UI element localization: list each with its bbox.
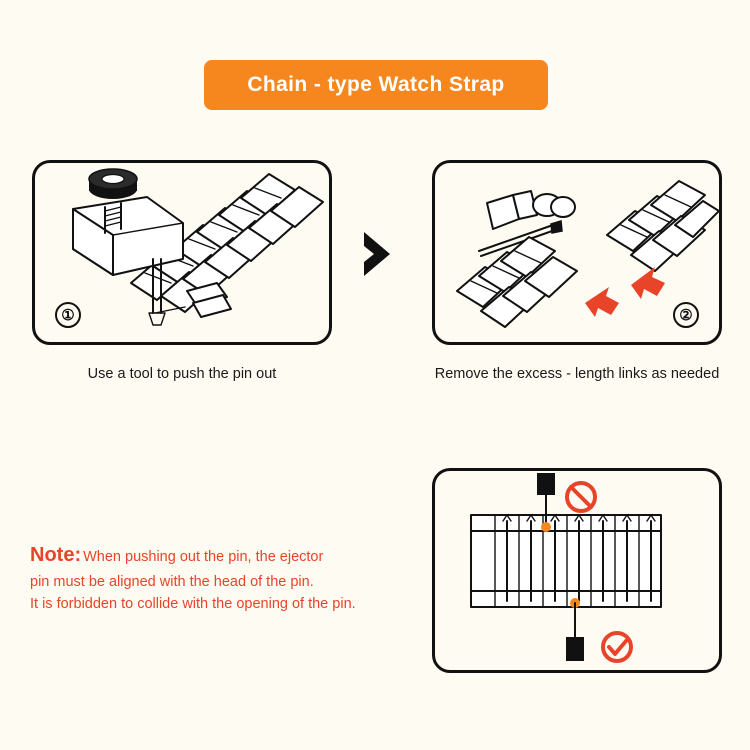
prohibited-icon <box>567 483 595 511</box>
separation-arrow-icon <box>585 287 619 317</box>
check-circle-icon <box>603 633 631 661</box>
note-line-1: When pushing out the pin, the ejector <box>83 549 324 565</box>
chevron-right-icon <box>356 228 408 280</box>
page-title: Chain - type Watch Strap <box>247 73 505 96</box>
note-label: Note: <box>30 544 82 566</box>
title-banner <box>204 60 548 110</box>
separation-arrow-icon <box>631 267 665 299</box>
note-line-3: It is forbidden to collide with the opening of the pin. <box>30 596 356 613</box>
step-1-panel <box>32 160 332 345</box>
step-2-badge: ② <box>673 302 699 328</box>
step-1-caption: Use a tool to push the pin out <box>87 366 277 382</box>
note-line-2: pin must be aligned with the head of the pin. <box>30 574 314 590</box>
step-1-badge: ① <box>55 302 81 328</box>
note-block <box>30 540 420 616</box>
pin-alignment-illustration <box>435 471 719 670</box>
pin-alignment-detail-panel <box>432 468 722 673</box>
step-2-caption: Remove the excess - length links as needed <box>434 366 720 382</box>
step-2-panel <box>432 160 722 345</box>
